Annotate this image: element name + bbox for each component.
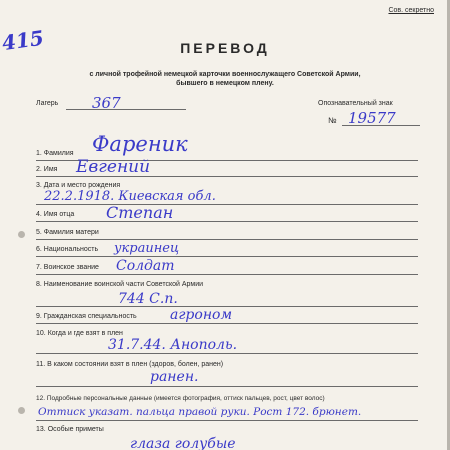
binder-hole-bottom [18, 407, 25, 414]
field-7-value: Солдат [116, 258, 175, 274]
page-title: ПЕРЕВОД [180, 40, 270, 56]
binder-hole-top [18, 231, 25, 238]
field-9-label: 9. Гражданская специальность [36, 313, 137, 320]
field-10-underline [36, 353, 418, 354]
field-13-label: 13. Особые приметы [36, 426, 104, 433]
camp-value: 367 [92, 94, 121, 112]
secrecy-label: Сов. секретно [388, 7, 434, 14]
field-2-value: Евгений [76, 157, 151, 177]
subtitle-line-2: бывшего в немецком плену. [176, 80, 274, 87]
field-1-value: Фареник [92, 132, 188, 156]
field-10-value: 31.7.44. Анополь. [108, 337, 238, 353]
field-6-underline [36, 256, 418, 257]
id-mark-label: Опознавательный знак [318, 100, 393, 107]
field-4-underline [36, 221, 418, 222]
field-6-value: украинец [114, 241, 180, 256]
id-mark-value: 19577 [348, 109, 396, 127]
field-5-label: 5. Фамилия матери [36, 229, 99, 236]
field-12-value: Оттиск указат. пальца правой руки. Рост 172. брюнет. [38, 406, 362, 418]
field-9-value: агроном [170, 307, 233, 323]
field-11-underline [36, 386, 418, 387]
field-13-value: глаза голубые [130, 436, 236, 450]
field-6-label: 6. Национальность [36, 246, 99, 253]
field-5-underline [36, 239, 418, 240]
field-7-underline [36, 274, 418, 275]
handwritten-stamp-number: 415 [0, 25, 46, 56]
camp-label: Лагерь [36, 100, 59, 107]
field-4-value: Степан [106, 203, 174, 222]
subtitle-line-1: с личной трофейной немецкой карточки военнослужащего Советской Армии, [89, 71, 361, 78]
field-8-label: 8. Наименование воинской части Советской Армии [36, 281, 204, 288]
field-8-value: 744 С.п. [118, 291, 178, 307]
field-3-underline [36, 204, 418, 205]
id-number-label: № [328, 116, 337, 125]
field-4-label: 4. Имя отца [36, 211, 75, 218]
field-2-label: 2. Имя [36, 166, 58, 173]
field-3-label: 3. Дата и место рождения [36, 182, 121, 189]
field-11-label: 11. В каком состоянии взят в плен (здоров, болен, ранен) [36, 361, 224, 368]
field-1-label: 1. Фамилия [36, 150, 74, 157]
field-11-value: ранен. [150, 369, 199, 385]
field-10-label: 10. Когда и где взят в плен [36, 330, 123, 337]
camp-underline [66, 109, 186, 110]
field-12-label: 12. Подробные персональные данные (имеется фотография, оттиск пальцев, рост, цвет волос) [36, 395, 325, 402]
field-3-value: 22.2.1918. Киевская обл. [44, 189, 216, 204]
field-7-label: 7. Воинское звание [36, 264, 99, 271]
field-9-underline [36, 323, 418, 324]
field-12-underline [36, 420, 418, 421]
